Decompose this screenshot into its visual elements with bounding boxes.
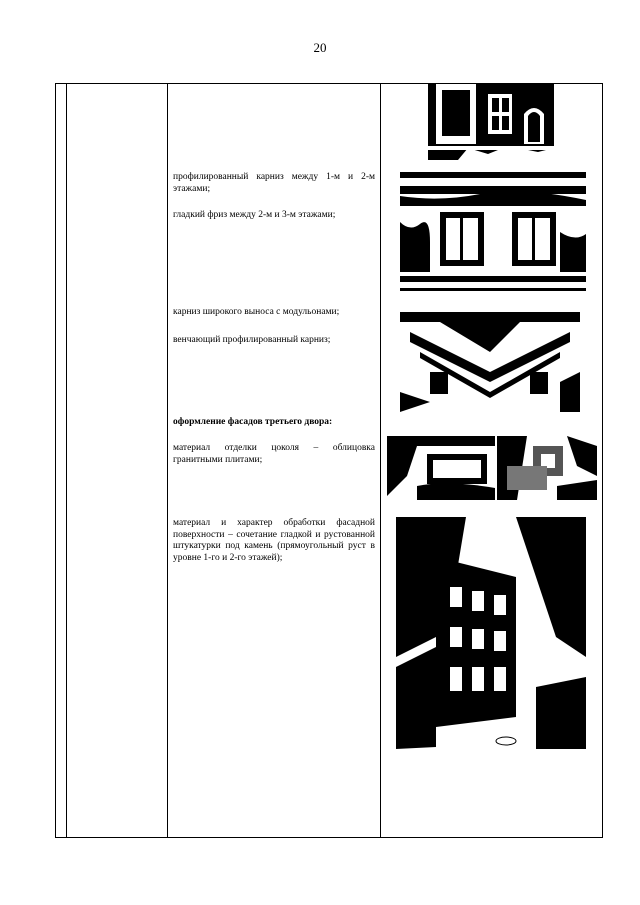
- wide-cornice-text: карниз широкого выноса с модульонами;: [173, 307, 340, 317]
- column-divider: [380, 84, 381, 837]
- granite-plinth-photo: [387, 436, 495, 500]
- third-yard-heading: оформление фасадов третьего двора:: [173, 417, 333, 427]
- crowning-cornice-text: венчающий профилированный карниз;: [173, 335, 331, 345]
- building-window-photo: [428, 84, 554, 160]
- facade-cornice-photo: [400, 172, 586, 300]
- site-plan-map: [497, 436, 597, 500]
- profiled-cornice-text: профилированный карниз между 1-м и 2-м этажами;: [173, 172, 375, 194]
- column-divider: [66, 84, 67, 837]
- smooth-frieze-text: гладкий фриз между 2-м и 3-м этажами;: [173, 210, 336, 220]
- street-facade-photo: [396, 517, 586, 749]
- column-divider: [167, 84, 168, 837]
- page-number: 20: [313, 40, 327, 55]
- corner-cornice-photo: [400, 312, 580, 412]
- surface-material-text: материал и характер обработки фасадной поверхности – сочетание гладкой и рустованной штукатурки под камень (прямоугольный руст в уровне 1-го и 2-го этажей);: [173, 518, 375, 563]
- plinth-material-text: материал отделки цоколя – облицовка гранитными плитами;: [173, 443, 375, 465]
